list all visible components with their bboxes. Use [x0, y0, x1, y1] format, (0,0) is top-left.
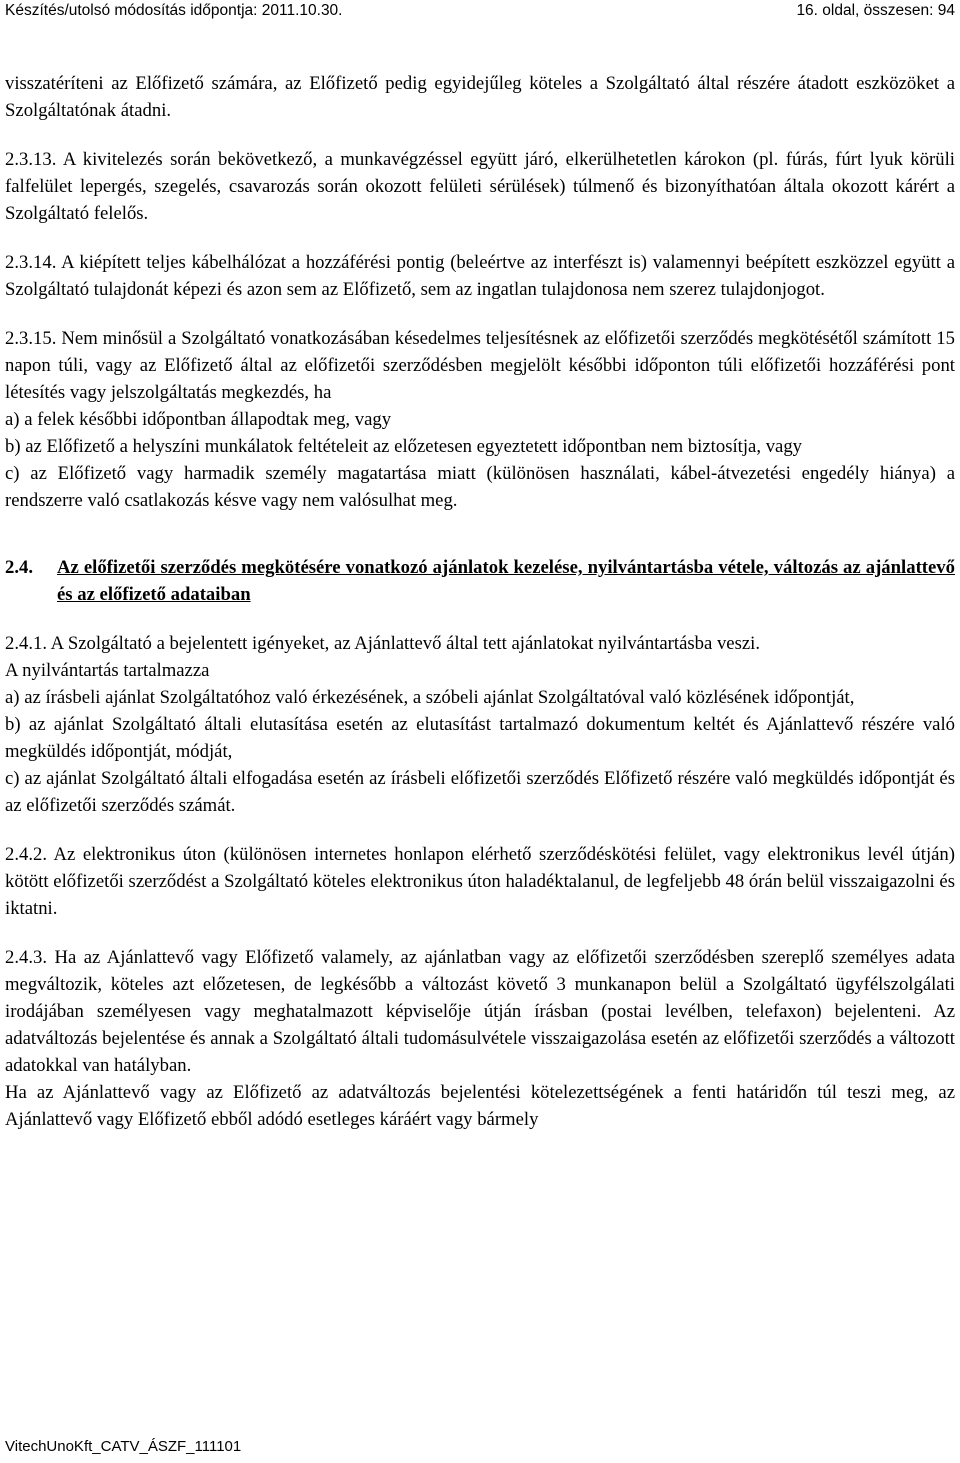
paragraph-2-3-15-b: b) az Előfizető a helyszíni munkálatok feltételeit az előzetesen egyeztetett időpontban nem biztosítja, vagy: [5, 436, 803, 457]
paragraph-2-3-14: 2.3.14. A kiépített teljes kábelhálózat a hozzáférési pontig (beleértve az interfészt is) valamennyi beépített eszközzel együtt a Szolgáltató tulajdonát képezi és azon sem az Előfizető, sem az ingatlan tulajdonosa nem szerez tulajdonjogot.: [5, 252, 955, 300]
section-title: Az előfizetői szerződés megkötésére vonatkozó ajánlatok kezelése, nyilvántartásba vétele, változás az ajánlattevő és az előfizető adataiban: [57, 557, 955, 605]
paragraph-2-4-3-continuation: Ha az Ajánlattevő vagy az Előfizető az adatváltozás bejelentési kötelezettségének a fenti határidőn túl teszi meg, az Ajánlattevő vagy Előfizető ebből adódó esetleges káráért vagy bármely: [5, 1082, 955, 1130]
section-heading-2-4: [5, 554, 955, 608]
document-body: [5, 70, 955, 1133]
paragraph-2-4-1-b: b) az ajánlat Szolgáltató általi elutasítása esetén az elutasítást tartalmazó dokumentum keltét és Ajánlattevő részére való megküldés időpontját, módját,: [5, 714, 955, 762]
page-footer: [5, 1437, 241, 1457]
paragraph-2-4-3: 2.4.3. Ha az Ajánlattevő vagy Előfizető valamely, az ajánlatban vagy az előfizetői szerződésben szereplő személyes adata megváltozik, köteles azt előzetesen, de legkésőbb a változást követő 3 munkanapon belül a Szolgáltató ügyfélszolgálati irodájában személyesen vagy meghatalmazott képviselője útján írásban (postai levélben, telefaxon) bejelenteni. Az adatváltozás bejelentése és annak a Szolgáltató általi tudomásulvétele visszaigazolása esetén az előfizetői szerződés a változott adatokkal van hatályban.: [5, 947, 955, 1076]
page-header: [5, 0, 955, 26]
paragraph-2-3-15: 2.3.15. Nem minősül a Szolgáltató vonatkozásában késedelmes teljesítésnek az előfizetői szerződés megkötésétől számított 15 napon túli, vagy az Előfizető által az előfizetői szerződésben megjelölt későbbi időponton túli előfizetői hozzáférési pont létesítés vagy jelszolgáltatás megkezdés, ha: [5, 328, 955, 403]
header-date: Készítés/utolsó módosítás időpontja: 2011.10.30.: [5, 2, 343, 19]
paragraph-2-4-1-a: a) az írásbeli ajánlat Szolgáltatóhoz való érkezésének, a szóbeli ajánlat Szolgáltatóval való közlésének időpontját,: [5, 687, 855, 708]
paragraph-2-3-15-c: c) az Előfizető vagy harmadik személy magatartása miatt (különösen használati, kábel-átvezetési engedély hiánya) a rendszerre való csatlakozás késve vagy nem valósulhat meg.: [5, 463, 955, 511]
section-number: 2.4.: [5, 557, 34, 578]
paragraph-continuation: visszatéríteni az Előfizető számára, az Előfizető pedig egyidejűleg köteles a Szolgáltató által részére átadott eszközöket a Szolgáltatónak átadni.: [5, 73, 955, 121]
footer-document-id: VitechUnoKft_CATV_ÁSZF_111101: [5, 1438, 242, 1455]
paragraph-2-4-2: 2.4.2. Az elektronikus úton (különösen internetes honlapon elérhető szerződéskötési felület, vagy elektronikus levél útján) kötött előfizetői szerződést a Szolgáltató köteles elektronikus úton haladéktalanul, de legfeljebb 48 órán belül visszaigazolni és iktatni.: [5, 844, 955, 919]
header-page-number: 16. oldal, összesen: 94: [796, 2, 955, 19]
paragraph-2-4-1-c: c) az ajánlat Szolgáltató általi elfogadása esetén az írásbeli előfizetői szerződés Előfizető részére való megküldés időpontját és az előfizetői szerződés számát.: [5, 768, 955, 816]
paragraph-2-3-15-a: a) a felek későbbi időpontban állapodtak meg, vagy: [5, 409, 392, 430]
paragraph-2-4-1: 2.4.1. A Szolgáltató a bejelentett igényeket, az Ajánlattevő által tett ajánlatokat nyilvántartásba veszi.: [5, 633, 761, 654]
paragraph-2-3-13: 2.3.13. A kivitelezés során bekövetkező, a munkavégzéssel együtt járó, elkerülhetetlen károkon (pl. fúrás, fúrt lyuk körüli falfelület lepergés, szegelés, csavarozás során okozott felületi sérülések) túlmenő és bizonyíthatóan általa okozott kárért a Szolgáltató felelős.: [5, 149, 955, 224]
paragraph-2-4-1-intro: A nyilvántartás tartalmazza: [5, 660, 210, 681]
